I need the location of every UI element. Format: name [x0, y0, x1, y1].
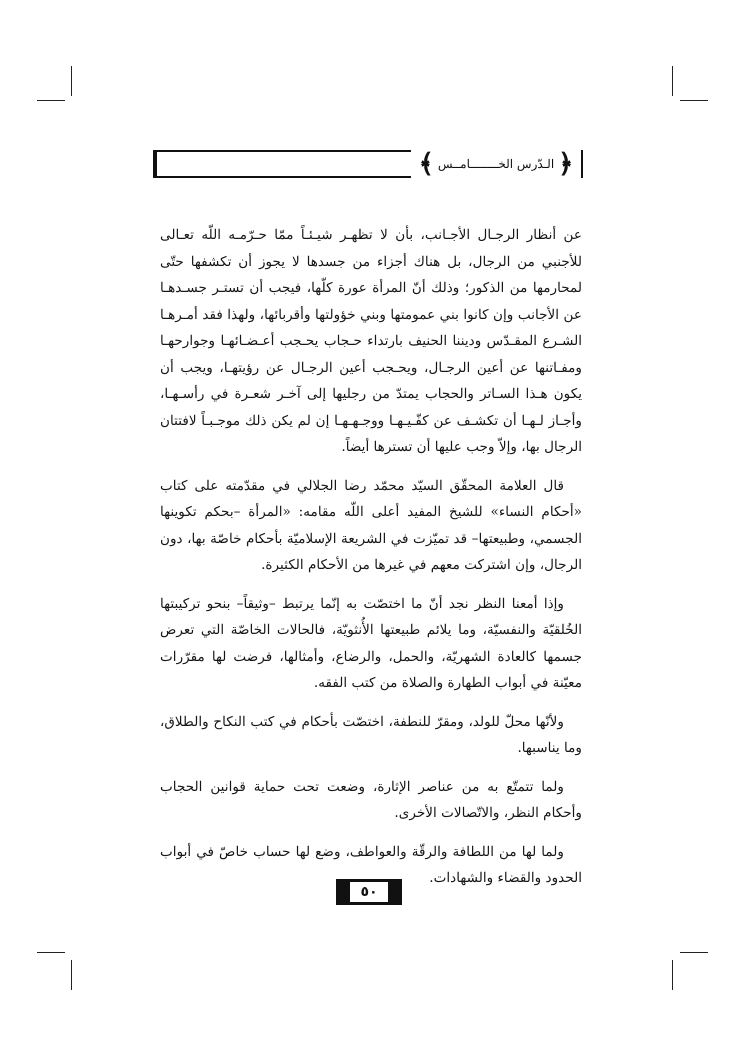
chapter-title: الـدّرس الخــــــــامــس: [437, 157, 555, 171]
header-tab: [411, 150, 581, 178]
crop-mark: [680, 100, 708, 101]
crop-mark: [672, 960, 673, 990]
left-brace-ornament: ﴿: [558, 149, 574, 179]
page-number-ornament: [388, 879, 402, 905]
paragraph: ولأنّها محلّ للولد، ومقرّ للنطفة، اختصّت بأحكام في كتب النكاح والطلاق، وما يناسبها.: [160, 713, 582, 756]
paragraph: ولما تتمتّع به من عناصر الإثارة، وضعت تحت حماية قوانين الحجاب وأحكام النظر، والاتّصالات الأخرى.: [160, 778, 582, 821]
paragraph: قال العلامة المحقّق السيّد محمّد رضا الجلالي في مقدّمته على كتاب «أحكام النساء» للشيخ المفيد أعلى اللّه مقامه: «المرأة –بحكم تكوينها الجسمي، وطبيعتها– قد تميّزت في الشريعة الإسلاميّة بأحكام خاصّة بها، دون الرجال، وإن اشتركت معهم في غيرها من الأحكام الكثيرة.: [160, 477, 582, 573]
right-brace-ornament: ﴾: [418, 149, 434, 179]
header-rule: [153, 150, 157, 178]
paragraph: ولما لها من اللطافة والرقّة والعواطف، وضع لها حساب خاصّ في أبواب الحدود والقضاء والشهادات.: [160, 843, 582, 886]
page-number-box: [336, 879, 402, 905]
crop-mark: [37, 100, 65, 101]
crop-mark: [680, 952, 708, 953]
crop-mark: [672, 66, 673, 96]
page-number: ٥٠: [350, 879, 388, 905]
crop-mark: [71, 66, 72, 96]
paragraph: وإذا أمعنا النظر نجد أنّ ما اختصّت به إنّما يرتبط –وثيقاً– بنحو تركيبتها الخُلقيّة والنفسيّة، وما يلائم طبيعتها الأُنثويّة، فالحالات الخاصّة التي تعرض جسمها كالعادة الشهريّة، والحمل، والرضاع، وأمثالها، فرضت لها مقرّرات معيّنة في أبواب الطهارة والصلاة من كتب الفقه.: [160, 595, 582, 691]
paragraph: عن أنظار الرجـال الأجـانب، بأن لا تظهـر شيـئـاً ممّا حـرّمـه اللّه تعـالى للأجنبي من الرجال، بل هناك أجزاء من جسدها لا يجوز أن تكشفها حتّى لمحارمها من الذكور؛ وذلك أنّ المرأة عورة كلّها، فيجب أن تستـر جسـدهـا عن الأجانب وإن كانوا بني عمومتها وبني خؤولتها وأقربائها، ولهذا فقد أمـرهـا الشـرع المقـدّس وديننا الحنيف بارتداء حـجاب يحـجب أعـضـائهـا وجوارحهـا ومفـاتنها عن أعين الرجـال، ويحـجب أعين الرجـال عن رؤيتهـا، ويجب أن يكون هـذا السـاتر والحجاب يمتدّ من رجليها إلى آخـر شعـرة في رأسـهـا، وأجـاز لـهـا أن تكشـف عن كفّـيـهـا ووجـهـهـا إن لم يكن ذلك موجـبـاً لافتتان الرجال بها، وإلاّ وجب عليها أن تسترها أيضاً.: [160, 227, 582, 455]
chapter-header: [153, 150, 583, 178]
page-number-ornament: [336, 879, 350, 905]
crop-mark: [37, 952, 65, 953]
page-body: [160, 222, 582, 904]
crop-mark: [71, 960, 72, 990]
